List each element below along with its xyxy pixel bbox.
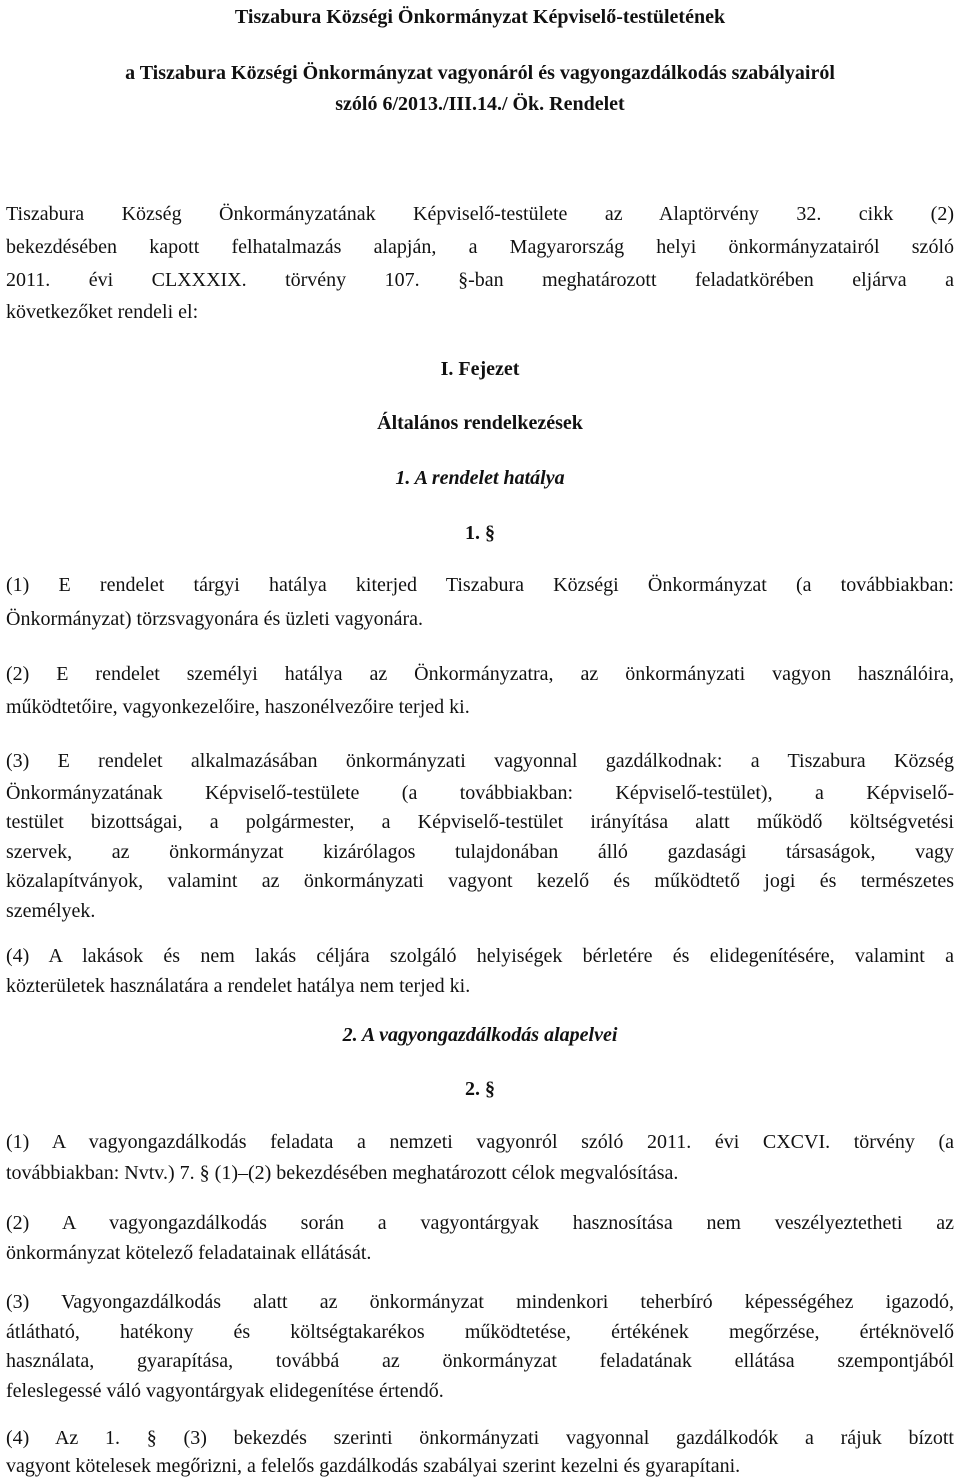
s1-p1-line-1: (1) E rendelet tárgyi hatálya kiterjed Tiszabura Községi Önkormányzat (a továbbiakban: — [6, 574, 954, 596]
preamble-line-3: 2011. évi CLXXXIX. törvény 107. §-ban meghatározott feladatkörében eljárva a — [6, 269, 954, 291]
s2-p2-line-1: (2) A vagyongazdálkodás során a vagyontárgyak hasznosítása nem veszélyeztetheti az — [6, 1212, 954, 1234]
preamble-line-4: következőket rendeli el: — [6, 301, 199, 323]
s2-p3-line-4: feleslegessé váló vagyontárgyak elidegenítése értendő. — [6, 1380, 444, 1402]
s1-p3-line-3: testület bizottságai, a polgármester, a Képviselő-testület irányítása alatt működő költségvetési — [6, 811, 954, 833]
chapter-number: I. Fejezet — [440, 358, 520, 380]
s1-p2-line-1: (2) E rendelet személyi hatálya az Önkormányzatra, az önkormányzati vagyon használóira, — [6, 663, 954, 685]
s1-p3-line-2: Önkormányzatának Képviselő-testülete (a továbbiakban: Képviselő-testület), a Képviselő- — [6, 782, 954, 804]
s1-p3-line-6: személyek. — [6, 900, 96, 922]
preamble-line-2: bekezdésében kapott felhatalmazás alapján, a Magyarország helyi önkormányzatairól szóló — [6, 236, 954, 258]
s2-p3-line-1: (3) Vagyongazdálkodás alatt az önkormányzat mindenkori teherbíró képességéhez igazodó, — [6, 1291, 954, 1313]
section-2-heading: 2. A vagyongazdálkodás alapelvei — [342, 1024, 618, 1046]
s1-p3-line-1: (3) E rendelet alkalmazásában önkormányzati vagyonnal gazdálkodnak: a Tiszabura Község — [6, 750, 954, 772]
s2-p1-line-1: (1) A vagyongazdálkodás feladata a nemzeti vagyonról szóló 2011. évi CXCVI. törvény (a — [6, 1131, 954, 1153]
s2-p2-line-2: önkormányzat kötelező feladatainak ellátását. — [6, 1242, 372, 1264]
s1-p3-line-4: szervek, az önkormányzat kizárólagos tulajdonában álló gazdasági társaságok, vagy — [6, 841, 954, 863]
s2-p4-line-1: (4) Az 1. § (3) bekezdés szerinti önkormányzati vagyonnal gazdálkodók a rájuk bízott — [6, 1427, 954, 1449]
title-line-1: Tiszabura Községi Önkormányzat Képviselő-testületének — [234, 6, 726, 28]
title-line-3: szóló 6/2013./III.14./ Ök. Rendelet — [335, 93, 625, 115]
s2-p4-line-2: vagyont kötelesek megőrizni, a felelős gazdálkodás szabályai szerint kezelni és gyarapítani. — [6, 1455, 741, 1477]
section-2-paragraph-mark: 2. § — [465, 1078, 495, 1100]
s2-p1-line-2: továbbiakban: Nvtv.) 7. § (1)–(2) bekezdésében meghatározott célok megvalósítása. — [6, 1162, 679, 1184]
section-1-heading: 1. A rendelet hatálya — [395, 467, 565, 489]
s1-p2-line-2: működtetőire, vagyonkezelőire, haszonélvezőire terjed ki. — [6, 696, 470, 718]
preamble-line-1: Tiszabura Község Önkormányzatának Képviselő-testülete az Alaptörvény 32. cikk (2) — [6, 203, 954, 225]
s1-p4-line-1: (4) A lakások és nem lakás céljára szolgáló helyiségek bérletére és elidegenítésére, valamint a — [6, 945, 954, 967]
s2-p3-line-2: átlátható, hatékony és költségtakarékos működtetése, értékének megőrzése, értéknövelő — [6, 1321, 954, 1343]
s1-p4-line-2: közterületek használatára a rendelet hatálya nem terjed ki. — [6, 975, 471, 997]
title-line-2: a Tiszabura Községi Önkormányzat vagyonáról és vagyongazdálkodás szabályairól — [125, 62, 835, 84]
s2-p3-line-3: használata, gyarapítása, továbbá az önkormányzat feladatának ellátása szempontjából — [6, 1350, 954, 1372]
section-1-paragraph-mark: 1. § — [465, 522, 495, 544]
s1-p3-line-5: közalapítványok, valamint az önkormányzati vagyont kezelő és működtető jogi és természetes — [6, 870, 954, 892]
chapter-title: Általános rendelkezések — [377, 412, 583, 434]
s1-p1-line-2: Önkormányzat) törzsvagyonára és üzleti vagyonára. — [6, 608, 424, 630]
